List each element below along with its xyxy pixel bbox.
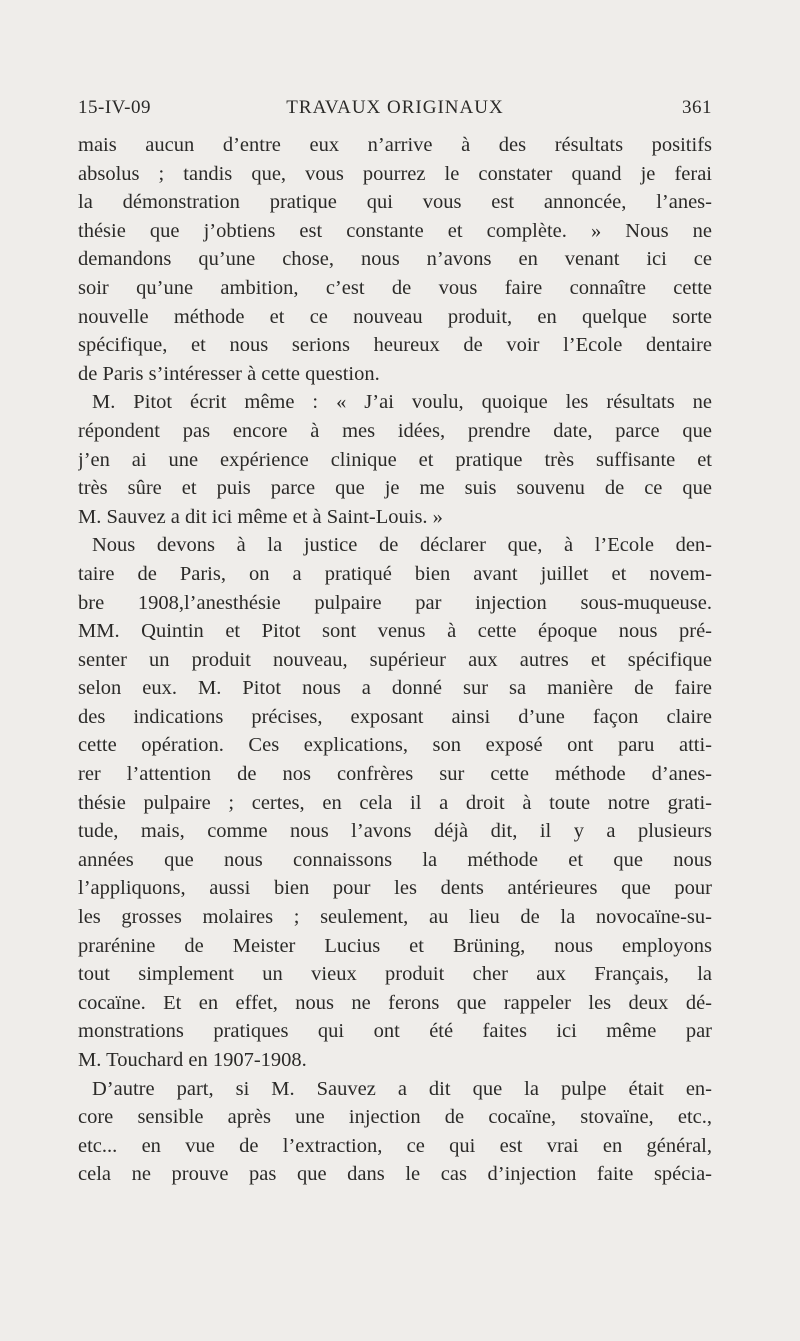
text-line: bre 1908,l’anesthésie pulpaire par injection sous-muqueuse. xyxy=(78,591,712,614)
text-line: etc... en vue de l’extraction, ce qui est vrai en général, xyxy=(78,1134,712,1157)
text-line: thésie que j’obtiens est constante et complète. » Nous ne xyxy=(78,219,712,242)
body-text xyxy=(78,131,712,1189)
text-line: années que nous connaissons la méthode et que nous xyxy=(78,848,712,871)
text-line: Nous devons à la justice de déclarer que, à l’Ecole den- xyxy=(92,534,712,557)
text-line: cette opération. Ces explications, son exposé ont paru atti- xyxy=(78,734,712,757)
page-number: 361 xyxy=(682,97,712,118)
text-line: l’appliquons, aussi bien pour les dents antérieures que pour xyxy=(78,877,712,900)
text-line: rer l’attention de nos confrères sur cette méthode d’anes- xyxy=(78,763,712,786)
text-line: répondent pas encore à mes idées, prendre date, parce que xyxy=(78,419,712,442)
text-line: des indications précises, exposant ainsi d’une façon claire xyxy=(78,705,712,728)
text-line: M. Touchard en 1907-1908. xyxy=(78,1049,307,1071)
text-line: spécifique, et nous serions heureux de voir l’Ecole dentaire xyxy=(78,334,712,357)
text-line: cela ne prouve pas que dans le cas d’injection faite spécia- xyxy=(78,1163,712,1186)
text-line: M. Sauvez a dit ici même et à Saint-Louis. » xyxy=(78,505,443,528)
text-line: thésie pulpaire ; certes, en cela il a droit à toute notre grati- xyxy=(78,791,712,814)
text-line: tout simplement un vieux produit cher aux Français, la xyxy=(78,963,712,986)
text-line: monstrations pratiques qui ont été faites ici même par xyxy=(78,1020,712,1043)
text-line: absolus ; tandis que, vous pourrez le constater quand je ferai xyxy=(78,162,712,185)
text-line: MM. Quintin et Pitot sont venus à cette époque nous pré- xyxy=(78,620,712,643)
text-line: mais aucun d’entre eux n’arrive à des résultats positifs xyxy=(78,134,712,156)
text-line: de Paris s’intéresser à cette question. xyxy=(78,362,380,385)
text-line: core sensible après une injection de cocaïne, stovaïne, etc., xyxy=(78,1106,712,1129)
text-line: D’autre part, si M. Sauvez a dit que la pulpe était en- xyxy=(92,1077,712,1100)
text-line: M. Pitot écrit même : « J’ai voulu, quoique les résultats ne xyxy=(92,391,712,414)
text-line: selon eux. M. Pitot nous a donné sur sa manière de faire xyxy=(78,677,712,700)
text-line: prarénine de Meister Lucius et Brüning, nous employons xyxy=(78,934,712,957)
text-line: demandons qu’une chose, nous n’avons en venant ici ce xyxy=(78,248,712,271)
text-line: soir qu’une ambition, c’est de vous faire connaître cette xyxy=(78,276,712,299)
running-head xyxy=(78,97,712,127)
text-line: j’en ai une expérience clinique et pratique très suffisante et xyxy=(78,448,712,471)
header-date: 15-IV-09 xyxy=(78,97,151,118)
text-line: nouvelle méthode et ce nouveau produit, en quelque sorte xyxy=(78,305,712,328)
text-line: taire de Paris, on a pratiqué bien avant juillet et novem- xyxy=(78,562,712,585)
text-line: très sûre et puis parce que je me suis souvenu de ce que xyxy=(78,477,712,500)
text-line: la démonstration pratique qui vous est annoncée, l’anes- xyxy=(78,191,712,214)
header-title: TRAVAUX ORIGINAUX xyxy=(286,97,504,118)
text-line: les grosses molaires ; seulement, au lieu de la novocaïne-su- xyxy=(78,906,712,929)
text-line: cocaïne. Et en effet, nous ne ferons que rappeler les deux dé- xyxy=(78,991,712,1014)
text-line: tude, mais, comme nous l’avons déjà dit, il y a plusieurs xyxy=(78,820,712,843)
text-line: senter un produit nouveau, supérieur aux autres et spécifique xyxy=(78,648,712,671)
